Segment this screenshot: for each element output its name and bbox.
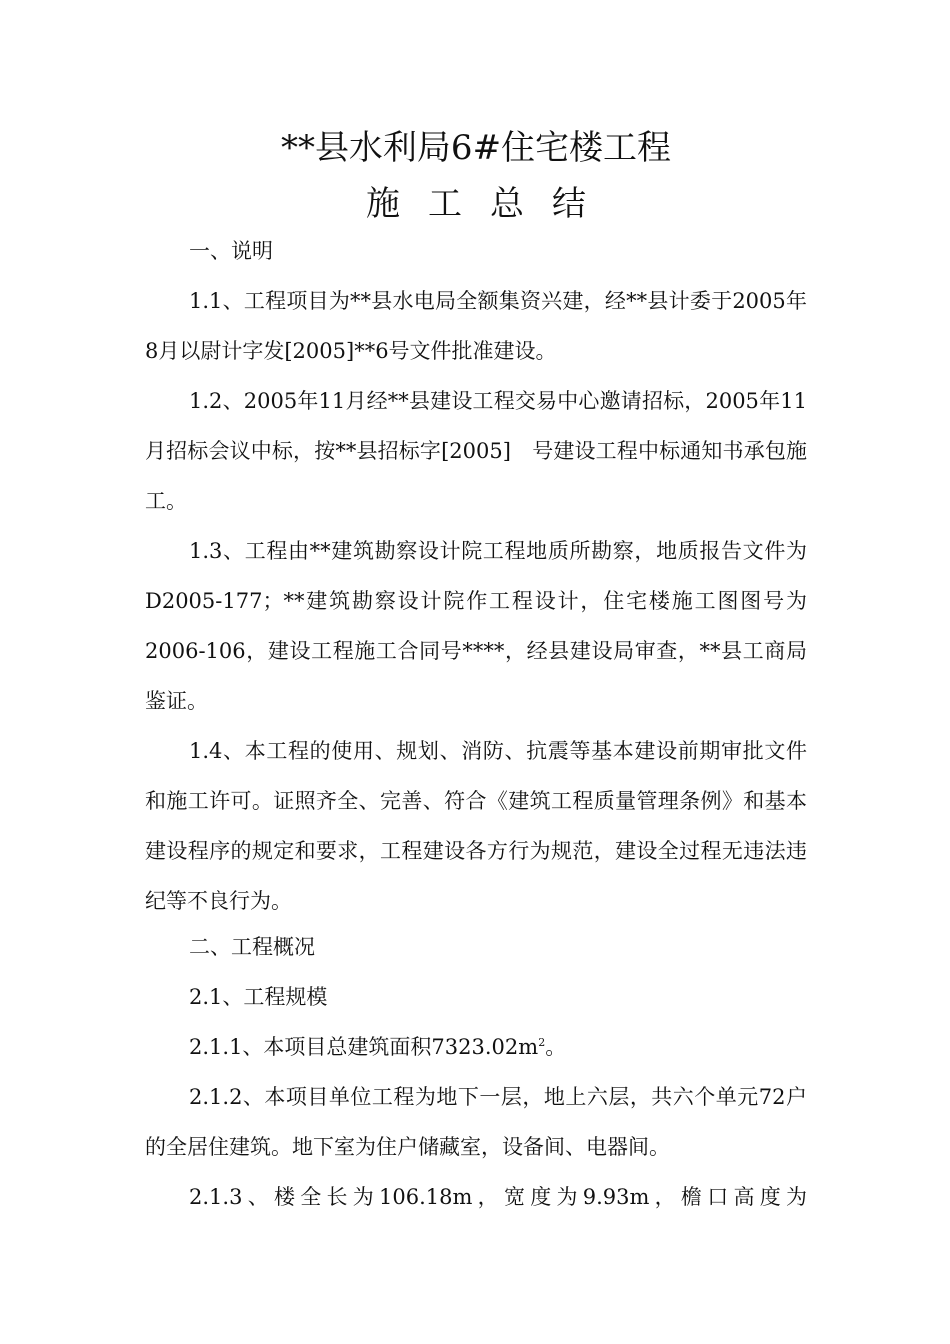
document-page [145,0,807,1344]
document-title: **县水利局6#住宅楼工程 [280,128,672,168]
paragraph-1-3: 1.3、工程由**建筑勘察设计院工程地质所勘察，地质报告文件为D2005-177；**建筑勘察设计院作工程设计，住宅楼施工图图号为2006-106，建设工程施工合同号****，经县建设局审查，**县工商局鉴证。 [145,539,807,713]
section-heading-overview: 二、工程概况 [189,935,315,959]
paragraph-1-1: 1.1、工程项目为**县水电局全额集资兴建，经**县计委于2005年8月以尉计字发[2005]**6号文件批准建设。 [145,289,807,363]
paragraph-2-1-1-text: 2.1.1、本项目总建筑面积7323.02m [189,1035,539,1059]
document-subtitle: 施工总结 [366,184,614,224]
paragraph-2-1: 2.1、工程规模 [189,985,328,1009]
paragraph-1-2: 1.2、2005年11月经**县建设工程交易中心邀请招标，2005年11月招标会议中标，按**县招标字[2005] 号建设工程中标通知书承包施工。 [145,389,807,513]
superscript-2: 2 [538,1036,546,1049]
paragraph-1-4: 1.4、本工程的使用、规划、消防、抗震等基本建设前期审批文件和施工许可。证照齐全、完善、符合《建筑工程质量管理条例》和基本建设程序的规定和要求，工程建设各方行为规范，建设全过程无违法违纪等不良行为。 [145,739,807,913]
paragraph-2-1-1-end: 。 [545,1035,567,1059]
section-heading-explanation: 一、说明 [189,239,273,263]
paragraph-2-1-1 [145,1022,807,1072]
paragraph-2-1-3: 2.1.3、楼全长为106.18m，宽度为9.93m，檐口高度为 [189,1185,807,1209]
paragraph-2-1-2: 2.1.2、本项目单位工程为地下一层，地上六层，共六个单元72户的全居住建筑。地下室为住户储藏室，设备间、电器间。 [145,1085,807,1159]
